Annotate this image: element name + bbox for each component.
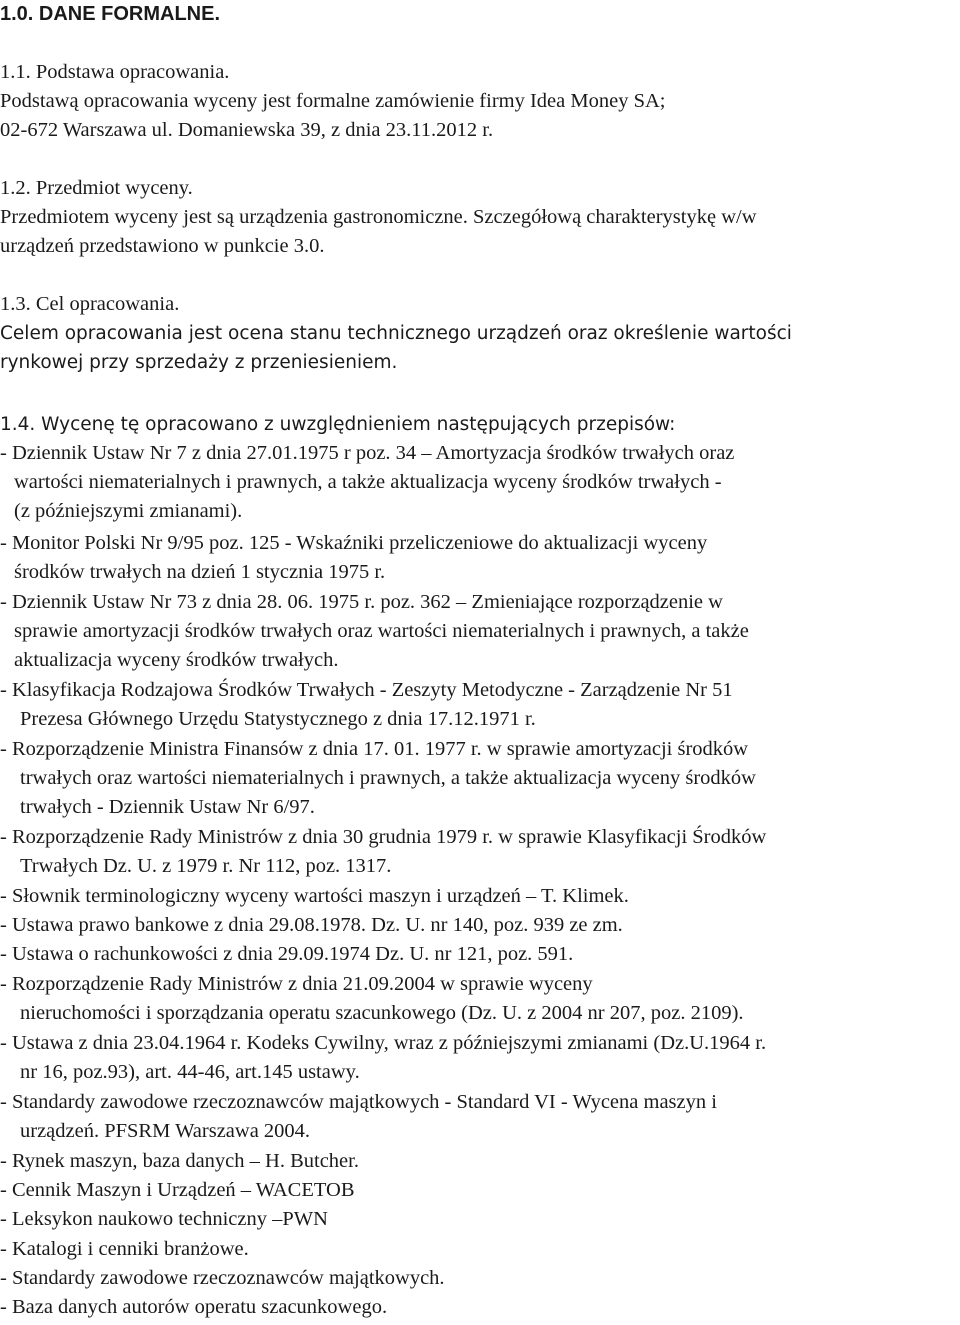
- list-item: - Rozporządzenie Rady Ministrów z dnia 21.09.2004 w sprawie wyceny: [0, 973, 593, 995]
- list-item-continuation: aktualizacja wyceny środków trwałych.: [14, 649, 339, 671]
- list-item: - Rozporządzenie Ministra Finansów z dnia 17. 01. 1977 r. w sprawie amortyzacji środków: [0, 738, 749, 760]
- list-item-continuation: urządzeń. PFSRM Warszawa 2004.: [20, 1120, 311, 1142]
- list-item: - Baza danych autorów operatu szacunkowego.: [0, 1296, 388, 1318]
- paragraph-line: 02-672 Warszawa ul. Domaniewska 39, z dnia 23.11.2012 r.: [0, 119, 494, 141]
- paragraph-line: urządzeń przedstawiono w punkcie 3.0.: [0, 235, 325, 257]
- list-item-continuation: nr 16, poz.93), art. 44-46, art.145 ustawy.: [20, 1061, 360, 1083]
- paragraph-line: Przedmiotem wyceny jest są urządzenia gastronomiczne. Szczegółową charakterystykę w/w: [0, 206, 757, 228]
- list-item-continuation: wartości niematerialnych i prawnych, a także aktualizacja wyceny środków trwałych -: [14, 471, 722, 493]
- section-title-1-3: 1.3. Cel opracowania.: [0, 293, 180, 315]
- list-item-continuation: (z późniejszymi zmianami).: [14, 500, 243, 522]
- list-item-continuation: Prezesa Głównego Urzędu Statystycznego z dnia 17.12.1971 r.: [20, 708, 536, 730]
- list-item-continuation: trwałych oraz wartości niematerialnych i prawnych, a także aktualizacja wyceny środków: [20, 767, 756, 789]
- list-item: - Słownik terminologiczny wyceny wartości maszyn i urządzeń – T. Klimek.: [0, 885, 629, 907]
- list-item-continuation: sprawie amortyzacji środków trwałych oraz wartości niematerialnych i prawnych, a także: [14, 620, 749, 642]
- list-item: - Ustawa prawo bankowe z dnia 29.08.1978. Dz. U. nr 140, poz. 939 ze zm.: [0, 914, 623, 936]
- section-title-1-4: 1.4. Wycenę tę opracowano z uwzględnieniem następujących przepisów:: [0, 414, 676, 435]
- section-title-1-1: 1.1. Podstawa opracowania.: [0, 61, 230, 83]
- list-item: - Rynek maszyn, baza danych – H. Butcher.: [0, 1150, 359, 1172]
- section-title-1-2: 1.2. Przedmiot wyceny.: [0, 177, 193, 199]
- list-item: - Cennik Maszyn i Urządzeń – WACETOB: [0, 1179, 355, 1201]
- list-item: - Ustawa o rachunkowości z dnia 29.09.1974 Dz. U. nr 121, poz. 591.: [0, 943, 574, 965]
- list-item: - Monitor Polski Nr 9/95 poz. 125 - Wskaźniki przeliczeniowe do aktualizacji wyceny: [0, 532, 708, 554]
- list-item: - Klasyfikacja Rodzajowa Środków Trwałych - Zeszyty Metodyczne - Zarządzenie Nr 51: [0, 679, 733, 701]
- list-item-continuation: środków trwałych na dzień 1 stycznia 1975 r.: [14, 561, 386, 583]
- list-item: - Dziennik Ustaw Nr 73 z dnia 28. 06. 1975 r. poz. 362 – Zmieniające rozporządzenie w: [0, 591, 723, 613]
- section-heading-1-0: 1.0. DANE FORMALNE.: [0, 3, 221, 25]
- list-item: - Katalogi i cenniki branżowe.: [0, 1238, 249, 1260]
- list-item: - Rozporządzenie Rady Ministrów z dnia 30 grudnia 1979 r. w sprawie Klasyfikacji Środków: [0, 826, 767, 848]
- paragraph-line: Celem opracowania jest ocena stanu technicznego urządzeń oraz określenie wartości: [0, 323, 792, 344]
- list-item: - Leksykon naukowo techniczny –PWN: [0, 1208, 328, 1230]
- list-item-continuation: Trwałych Dz. U. z 1979 r. Nr 112, poz. 1317.: [20, 855, 392, 877]
- list-item-continuation: nieruchomości i sporządzania operatu szacunkowego (Dz. U. z 2004 nr 207, poz. 2109).: [20, 1002, 744, 1024]
- paragraph-line: Podstawą opracowania wyceny jest formalne zamówienie firmy Idea Money SA;: [0, 90, 666, 112]
- list-item-continuation: trwałych - Dziennik Ustaw Nr 6/97.: [20, 796, 315, 818]
- list-item: - Standardy zawodowe rzeczoznawców majątkowych - Standard VI - Wycena maszyn i: [0, 1091, 717, 1113]
- list-item: - Ustawa z dnia 23.04.1964 r. Kodeks Cywilny, wraz z późniejszymi zmianami (Dz.U.1964 r.: [0, 1032, 767, 1054]
- list-item: - Dziennik Ustaw Nr 7 z dnia 27.01.1975 r poz. 34 – Amortyzacja środków trwałych oraz: [0, 442, 735, 464]
- list-item: - Standardy zawodowe rzeczoznawców majątkowych.: [0, 1267, 445, 1289]
- paragraph-line: rynkowej przy sprzedaży z przeniesieniem.: [0, 352, 398, 373]
